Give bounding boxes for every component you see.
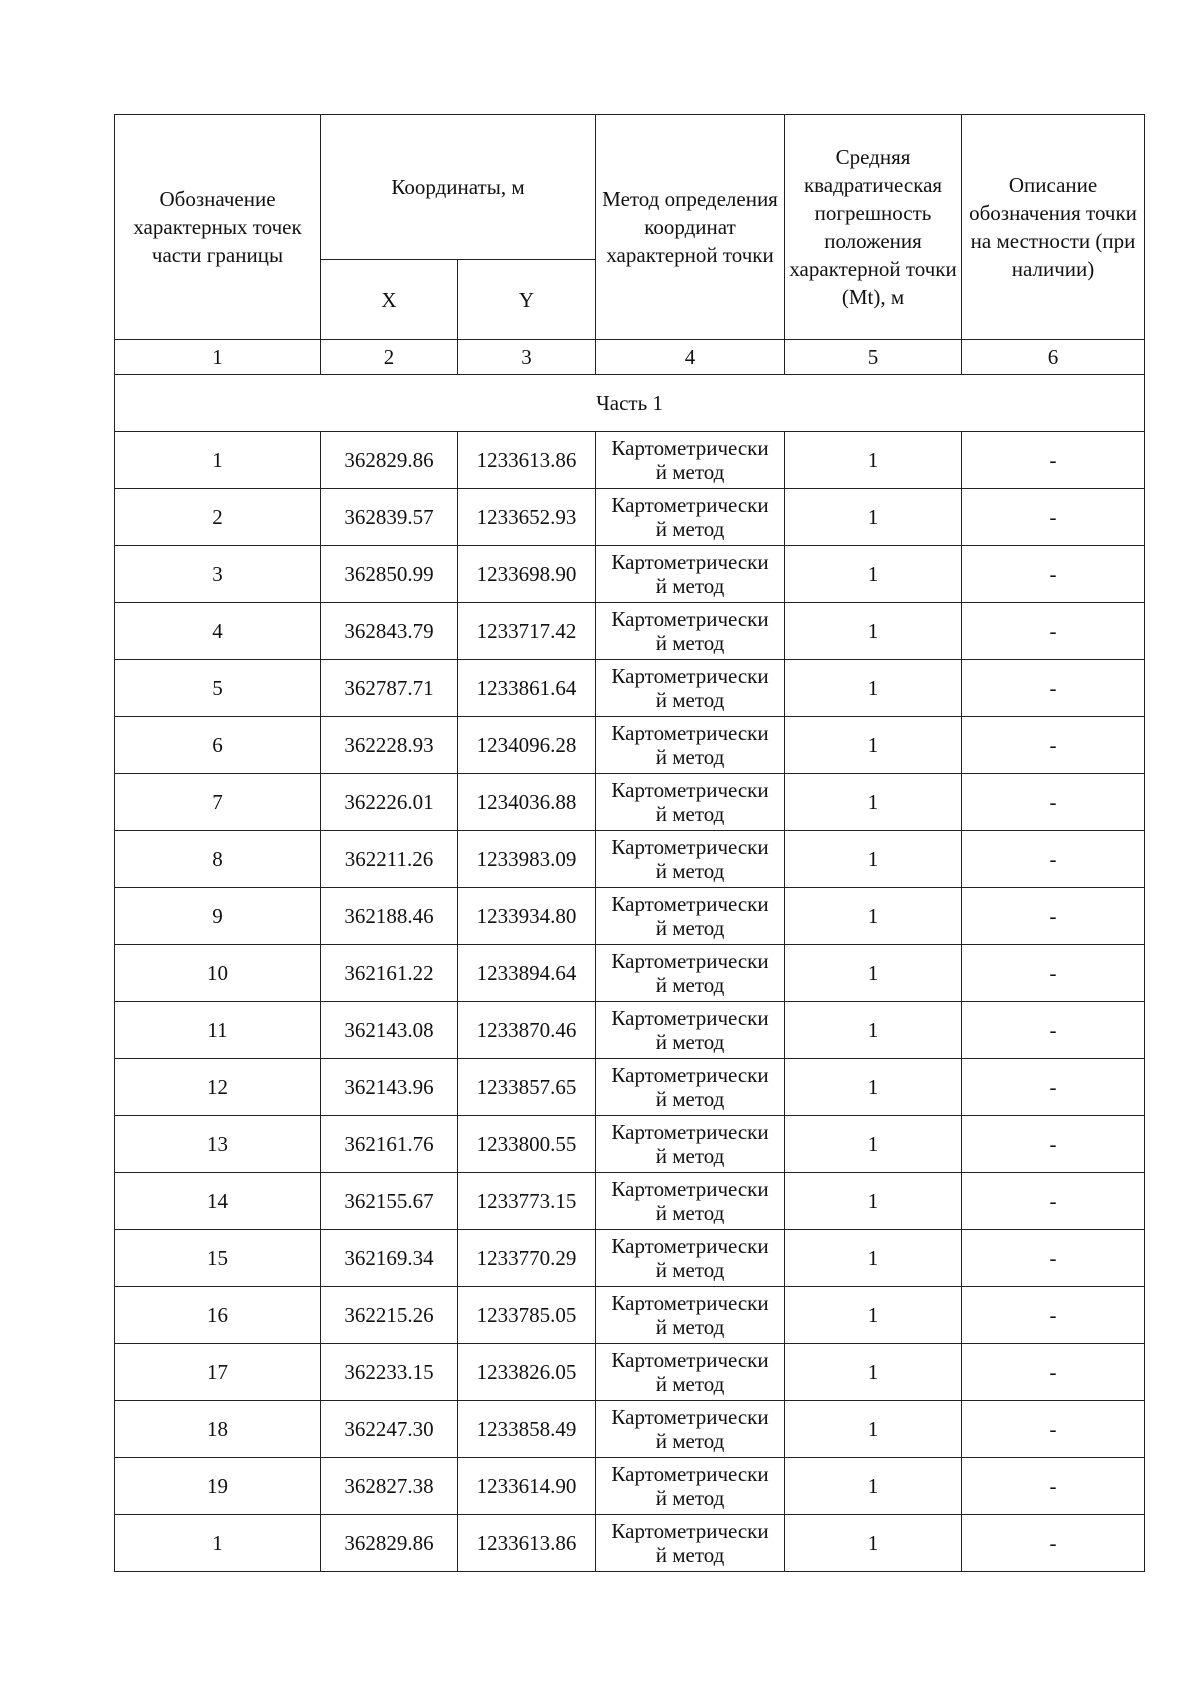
table-row — [115, 1458, 1145, 1515]
x-coordinate-cell: 362247.30 — [321, 1401, 458, 1458]
method-cell — [596, 603, 785, 660]
y-coordinate-cell: 1233614.90 — [458, 1458, 596, 1515]
method-cell — [596, 1230, 785, 1287]
description-cell: - — [962, 774, 1145, 831]
point-number-cell: 3 — [115, 546, 321, 603]
method-cell — [596, 660, 785, 717]
point-number-cell: 1 — [115, 1515, 321, 1572]
point-number-cell: 15 — [115, 1230, 321, 1287]
description-cell: - — [962, 717, 1145, 774]
table-row — [115, 660, 1145, 717]
table-row — [115, 489, 1145, 546]
point-number-cell: 13 — [115, 1116, 321, 1173]
description-cell: - — [962, 489, 1145, 546]
point-number-cell: 4 — [115, 603, 321, 660]
method-text-line2: й метод — [655, 1144, 725, 1168]
x-coordinate-cell: 362143.96 — [321, 1059, 458, 1116]
y-coordinate-cell: 1233894.64 — [458, 945, 596, 1002]
point-number-cell: 6 — [115, 717, 321, 774]
method-cell — [596, 1515, 785, 1572]
description-cell: - — [962, 1287, 1145, 1344]
method-text-line1: Картометрически — [611, 664, 769, 688]
column-number: 5 — [785, 340, 962, 375]
header-method: Метод определения координат характерной точки — [596, 115, 785, 340]
table-row — [115, 888, 1145, 945]
method-text-line1: Картометрически — [611, 1405, 769, 1429]
x-coordinate-cell: 362169.34 — [321, 1230, 458, 1287]
method-cell — [596, 432, 785, 489]
x-coordinate-cell: 362161.76 — [321, 1116, 458, 1173]
method-text-line1: Картометрически — [611, 721, 769, 745]
method-text-line2: й метод — [655, 460, 725, 484]
method-text-line1: Картометрически — [611, 1291, 769, 1315]
method-text-line1: Картометрически — [611, 1063, 769, 1087]
mean-error-cell: 1 — [785, 1515, 962, 1572]
description-cell: - — [962, 660, 1145, 717]
table-row — [115, 1173, 1145, 1230]
description-cell: - — [962, 1230, 1145, 1287]
method-text-line2: й метод — [655, 1201, 725, 1225]
table-row — [115, 1344, 1145, 1401]
point-number-cell: 14 — [115, 1173, 321, 1230]
description-cell: - — [962, 945, 1145, 1002]
method-text-line2: й метод — [655, 1258, 725, 1282]
y-coordinate-cell: 1233858.49 — [458, 1401, 596, 1458]
header-coordinates: Координаты, м — [321, 115, 596, 260]
method-text-line2: й метод — [655, 802, 725, 826]
mean-error-cell: 1 — [785, 1173, 962, 1230]
method-text-line2: й метод — [655, 745, 725, 769]
x-coordinate-cell: 362155.67 — [321, 1173, 458, 1230]
method-cell — [596, 546, 785, 603]
method-cell — [596, 1002, 785, 1059]
method-cell — [596, 1287, 785, 1344]
table-row — [115, 1401, 1145, 1458]
table-row — [115, 945, 1145, 1002]
method-text-line1: Картометрически — [611, 607, 769, 631]
point-number-cell: 5 — [115, 660, 321, 717]
method-text-line1: Картометрически — [611, 892, 769, 916]
table-row — [115, 1002, 1145, 1059]
x-coordinate-cell: 362829.86 — [321, 1515, 458, 1572]
point-number-cell: 19 — [115, 1458, 321, 1515]
y-coordinate-cell: 1233983.09 — [458, 831, 596, 888]
x-coordinate-cell: 362850.99 — [321, 546, 458, 603]
table-row — [115, 603, 1145, 660]
method-cell — [596, 1458, 785, 1515]
y-coordinate-cell: 1233800.55 — [458, 1116, 596, 1173]
y-coordinate-cell: 1233861.64 — [458, 660, 596, 717]
column-number: 3 — [458, 340, 596, 375]
column-number: 1 — [115, 340, 321, 375]
method-cell — [596, 774, 785, 831]
x-coordinate-cell: 362188.46 — [321, 888, 458, 945]
x-coordinate-cell: 362143.08 — [321, 1002, 458, 1059]
point-number-cell: 7 — [115, 774, 321, 831]
mean-error-cell: 1 — [785, 1059, 962, 1116]
column-number: 4 — [596, 340, 785, 375]
point-number-cell: 2 — [115, 489, 321, 546]
y-coordinate-cell: 1233773.15 — [458, 1173, 596, 1230]
y-coordinate-cell: 1234096.28 — [458, 717, 596, 774]
point-number-cell: 11 — [115, 1002, 321, 1059]
mean-error-cell: 1 — [785, 660, 962, 717]
mean-error-cell: 1 — [785, 1401, 962, 1458]
header-x: X — [321, 260, 458, 340]
y-coordinate-cell: 1233785.05 — [458, 1287, 596, 1344]
description-cell: - — [962, 1401, 1145, 1458]
description-cell: - — [962, 1059, 1145, 1116]
x-coordinate-cell: 362839.57 — [321, 489, 458, 546]
coordinates-table — [114, 114, 1145, 1572]
y-coordinate-cell: 1233652.93 — [458, 489, 596, 546]
method-text-line1: Картометрически — [611, 1462, 769, 1486]
method-text-line2: й метод — [655, 631, 725, 655]
mean-error-cell: 1 — [785, 1287, 962, 1344]
method-text-line2: й метод — [655, 1543, 725, 1567]
y-coordinate-cell: 1233857.65 — [458, 1059, 596, 1116]
point-number-cell: 16 — [115, 1287, 321, 1344]
mean-error-cell: 1 — [785, 888, 962, 945]
method-text-line1: Картометрически — [611, 1234, 769, 1258]
x-coordinate-cell: 362211.26 — [321, 831, 458, 888]
method-text-line1: Картометрически — [611, 835, 769, 859]
mean-error-cell: 1 — [785, 1458, 962, 1515]
method-text-line1: Картометрически — [611, 1177, 769, 1201]
x-coordinate-cell: 362843.79 — [321, 603, 458, 660]
method-text-line2: й метод — [655, 688, 725, 712]
mean-error-cell: 1 — [785, 1344, 962, 1401]
method-text-line2: й метод — [655, 1372, 725, 1396]
header-mean-error: Средняя квадратическая погрешность положения характерной точки (Mt), м — [785, 115, 962, 340]
x-coordinate-cell: 362228.93 — [321, 717, 458, 774]
table-row — [115, 1116, 1145, 1173]
method-text-line1: Картометрически — [611, 550, 769, 574]
description-cell: - — [962, 1173, 1145, 1230]
method-cell — [596, 1344, 785, 1401]
point-number-cell: 17 — [115, 1344, 321, 1401]
method-cell — [596, 1059, 785, 1116]
y-coordinate-cell: 1233613.86 — [458, 432, 596, 489]
method-cell — [596, 1401, 785, 1458]
point-number-cell: 12 — [115, 1059, 321, 1116]
mean-error-cell: 1 — [785, 1230, 962, 1287]
table-row — [115, 432, 1145, 489]
table-row — [115, 717, 1145, 774]
table-row — [115, 1059, 1145, 1116]
x-coordinate-cell: 362829.86 — [321, 432, 458, 489]
x-coordinate-cell: 362161.22 — [321, 945, 458, 1002]
method-cell — [596, 489, 785, 546]
y-coordinate-cell: 1234036.88 — [458, 774, 596, 831]
y-coordinate-cell: 1233613.86 — [458, 1515, 596, 1572]
column-number: 2 — [321, 340, 458, 375]
description-cell: - — [962, 1458, 1145, 1515]
x-coordinate-cell: 362233.15 — [321, 1344, 458, 1401]
header-y: Y — [458, 260, 596, 340]
x-coordinate-cell: 362827.38 — [321, 1458, 458, 1515]
y-coordinate-cell: 1233826.05 — [458, 1344, 596, 1401]
point-number-cell: 10 — [115, 945, 321, 1002]
table-row — [115, 1287, 1145, 1344]
method-text-line2: й метод — [655, 973, 725, 997]
mean-error-cell: 1 — [785, 432, 962, 489]
mean-error-cell: 1 — [785, 546, 962, 603]
description-cell: - — [962, 432, 1145, 489]
method-text-line1: Картометрически — [611, 1519, 769, 1543]
mean-error-cell: 1 — [785, 717, 962, 774]
method-text-line1: Картометрически — [611, 493, 769, 517]
method-cell — [596, 888, 785, 945]
method-cell — [596, 831, 785, 888]
description-cell: - — [962, 1515, 1145, 1572]
description-cell: - — [962, 546, 1145, 603]
y-coordinate-cell: 1233770.29 — [458, 1230, 596, 1287]
method-cell — [596, 1173, 785, 1230]
table-row — [115, 1230, 1145, 1287]
point-number-cell: 1 — [115, 432, 321, 489]
description-cell: - — [962, 1002, 1145, 1059]
method-text-line1: Картометрически — [611, 436, 769, 460]
method-text-line2: й метод — [655, 574, 725, 598]
method-text-line2: й метод — [655, 517, 725, 541]
mean-error-cell: 1 — [785, 831, 962, 888]
description-cell: - — [962, 831, 1145, 888]
mean-error-cell: 1 — [785, 945, 962, 1002]
description-cell: - — [962, 1344, 1145, 1401]
mean-error-cell: 1 — [785, 1002, 962, 1059]
method-text-line2: й метод — [655, 859, 725, 883]
description-cell: - — [962, 603, 1145, 660]
y-coordinate-cell: 1233717.42 — [458, 603, 596, 660]
header-point-designation: Обозначение характерных точек части границы — [115, 115, 321, 340]
method-text-line1: Картометрически — [611, 1006, 769, 1030]
point-number-cell: 9 — [115, 888, 321, 945]
method-text-line1: Картометрически — [611, 778, 769, 802]
mean-error-cell: 1 — [785, 489, 962, 546]
y-coordinate-cell: 1233870.46 — [458, 1002, 596, 1059]
column-number: 6 — [962, 340, 1145, 375]
header-description: Описание обозначения точки на местности (при наличии) — [962, 115, 1145, 340]
mean-error-cell: 1 — [785, 1116, 962, 1173]
table-row — [115, 546, 1145, 603]
method-text-line2: й метод — [655, 1429, 725, 1453]
method-cell — [596, 945, 785, 1002]
description-cell: - — [962, 888, 1145, 945]
method-text-line1: Картометрически — [611, 949, 769, 973]
method-cell — [596, 1116, 785, 1173]
method-cell — [596, 717, 785, 774]
method-text-line2: й метод — [655, 916, 725, 940]
method-text-line2: й метод — [655, 1486, 725, 1510]
x-coordinate-cell: 362787.71 — [321, 660, 458, 717]
x-coordinate-cell: 362226.01 — [321, 774, 458, 831]
method-text-line2: й метод — [655, 1030, 725, 1054]
mean-error-cell: 1 — [785, 603, 962, 660]
table-row — [115, 831, 1145, 888]
y-coordinate-cell: 1233934.80 — [458, 888, 596, 945]
point-number-cell: 18 — [115, 1401, 321, 1458]
method-text-line2: й метод — [655, 1087, 725, 1111]
mean-error-cell: 1 — [785, 774, 962, 831]
point-number-cell: 8 — [115, 831, 321, 888]
table-row — [115, 1515, 1145, 1572]
part-label: Часть 1 — [115, 375, 1145, 432]
table-row — [115, 774, 1145, 831]
method-text-line2: й метод — [655, 1315, 725, 1339]
x-coordinate-cell: 362215.26 — [321, 1287, 458, 1344]
y-coordinate-cell: 1233698.90 — [458, 546, 596, 603]
method-text-line1: Картометрически — [611, 1120, 769, 1144]
method-text-line1: Картометрически — [611, 1348, 769, 1372]
description-cell: - — [962, 1116, 1145, 1173]
